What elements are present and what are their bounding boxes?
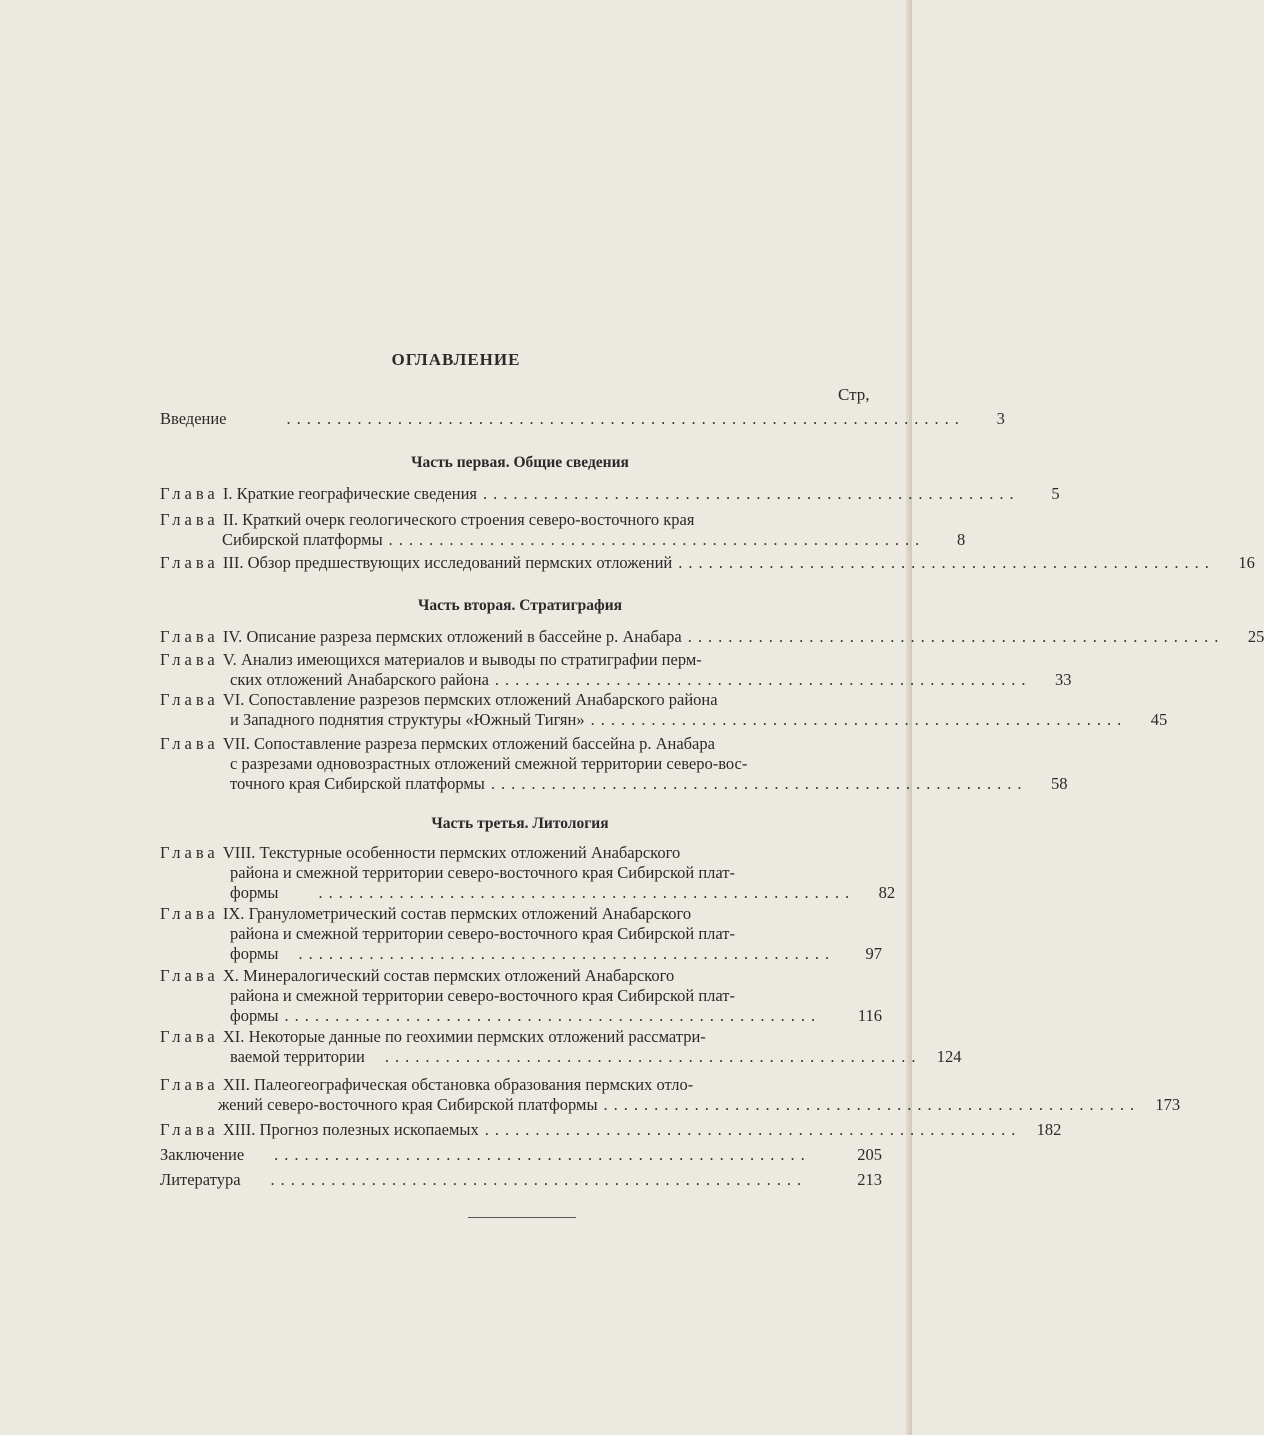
toc-entry-chapter[interactable] bbox=[160, 1075, 1181, 1115]
chapter-prefix: Глава bbox=[160, 843, 219, 862]
leader-dots: ................................................................... bbox=[286, 409, 965, 428]
chapter-title: Палеогеографическая обстановка образования пермских отло- bbox=[254, 1075, 694, 1094]
page-column-header: Стр, bbox=[838, 385, 870, 404]
closing-rule bbox=[468, 1217, 576, 1218]
toc-entry-intro[interactable] bbox=[160, 409, 1005, 429]
toc-page: 58 bbox=[1051, 774, 1068, 793]
chapter-title-cont: ских отложений Анабарского района bbox=[230, 670, 489, 689]
leader-dots: ..................................................... bbox=[590, 710, 1128, 729]
toc-entry-chapter[interactable] bbox=[160, 627, 1264, 647]
leader-dots: ..................................................... bbox=[298, 944, 836, 963]
toc-entry-chapter[interactable] bbox=[160, 1027, 962, 1067]
chapter-number: VII. bbox=[222, 734, 250, 753]
leader-dots: ..................................................... bbox=[384, 1047, 922, 1066]
chapter-prefix: Глава bbox=[160, 690, 219, 709]
chapter-title: Сопоставление разрезов пермских отложений Анабарского района bbox=[248, 690, 718, 709]
toc-page: 205 bbox=[857, 1145, 882, 1164]
toc-page: 173 bbox=[1155, 1095, 1181, 1114]
toc-label: Литература bbox=[160, 1170, 241, 1189]
toc-page: 45 bbox=[1150, 710, 1168, 729]
leader-dots: ..................................................... bbox=[483, 484, 1020, 503]
chapter-prefix: Глава bbox=[160, 1027, 219, 1046]
chapter-title-cont: с разрезами одновозрастных отложений смежной территории северо-вос- bbox=[230, 754, 748, 773]
chapter-prefix: Глава bbox=[160, 553, 219, 572]
chapter-title-cont: ваемой территории bbox=[230, 1047, 365, 1066]
chapter-title-cont: формы bbox=[230, 1006, 279, 1025]
chapter-number: II. bbox=[222, 510, 239, 529]
toc-page: 82 bbox=[878, 883, 896, 902]
chapter-number: VI. bbox=[222, 690, 245, 709]
page-title: ОГЛАВЛЕНИЕ bbox=[391, 350, 521, 369]
chapter-title: Минералогический состав пермских отложений Анабарского bbox=[243, 966, 675, 985]
chapter-title-cont: района и смежной территории северо-восточного края Сибирской плат- bbox=[230, 986, 735, 1005]
toc-label: Заключение bbox=[160, 1145, 245, 1164]
leader-dots: ..................................................... bbox=[318, 883, 856, 902]
toc-page: 25 bbox=[1247, 627, 1264, 646]
leader-dots: ..................................................... bbox=[490, 774, 1028, 793]
chapter-number: IV. bbox=[222, 627, 243, 646]
leader-dots: ..................................................... bbox=[687, 627, 1225, 646]
chapter-prefix: Глава bbox=[160, 904, 219, 923]
chapter-title: Прогноз полезных ископаемых bbox=[259, 1120, 479, 1139]
toc-entry-chapter[interactable] bbox=[160, 843, 896, 903]
chapter-prefix: Глава bbox=[160, 510, 219, 529]
chapter-title-cont: точного края Сибирской платформы bbox=[230, 774, 485, 793]
toc-label: Введение bbox=[160, 409, 227, 428]
chapter-number: XII. bbox=[222, 1075, 250, 1094]
leader-dots: ..................................................... bbox=[270, 1170, 808, 1189]
toc-entry-chapter[interactable] bbox=[160, 904, 882, 964]
toc-entry-chapter[interactable] bbox=[160, 966, 882, 1026]
chapter-title: Некоторые данные по геохимии пермских отложений рассматри- bbox=[248, 1027, 706, 1046]
toc-page: 182 bbox=[1036, 1120, 1062, 1139]
chapter-title: Обзор предшествующих исследований пермских отложений bbox=[247, 553, 673, 572]
chapter-number: IX. bbox=[222, 904, 245, 923]
leader-dots: ..................................................... bbox=[494, 670, 1032, 689]
chapter-title-cont: жений северо-восточного края Сибирской платформы bbox=[218, 1095, 598, 1114]
chapter-prefix: Глава bbox=[160, 734, 219, 753]
leader-dots: ..................................................... bbox=[388, 530, 926, 549]
toc-entry-chapter[interactable] bbox=[160, 690, 1168, 730]
chapter-number: VIII. bbox=[222, 843, 256, 862]
toc-page: 3 bbox=[996, 409, 1005, 428]
part-heading: Часть третья. Литология bbox=[431, 815, 609, 832]
leader-dots: ..................................................... bbox=[603, 1095, 1141, 1114]
chapter-number: X. bbox=[222, 966, 239, 985]
part-heading: Часть вторая. Стратиграфия bbox=[417, 597, 623, 614]
chapter-prefix: Глава bbox=[160, 966, 219, 985]
leader-dots: ..................................................... bbox=[484, 1120, 1022, 1139]
chapter-title-cont: формы bbox=[230, 883, 279, 902]
chapter-title: Текстурные особенности пермских отложений Анабарского bbox=[259, 843, 681, 862]
leader-dots: ..................................................... bbox=[284, 1006, 822, 1025]
toc-page: 16 bbox=[1238, 553, 1255, 572]
toc-page: 116 bbox=[857, 1006, 882, 1025]
chapter-prefix: Глава bbox=[160, 650, 219, 669]
chapter-number: III. bbox=[222, 553, 244, 572]
toc-entry-chapter[interactable] bbox=[160, 734, 1068, 794]
toc-page: 8 bbox=[957, 530, 966, 549]
toc-entry-chapter[interactable] bbox=[160, 510, 966, 550]
chapter-title-cont: Сибирской платформы bbox=[222, 530, 383, 549]
chapter-title-cont: района и смежной территории северо-восточного края Сибирской плат- bbox=[230, 863, 735, 882]
toc-page: 124 bbox=[936, 1047, 962, 1066]
toc-page: 213 bbox=[857, 1170, 882, 1189]
toc-entry-chapter[interactable] bbox=[160, 650, 1072, 690]
chapter-title-cont: и Западного поднятия структуры «Южный Тигян» bbox=[230, 710, 585, 729]
chapter-number: XI. bbox=[222, 1027, 245, 1046]
toc-entry-literature[interactable] bbox=[160, 1170, 882, 1190]
toc-entry-chapter[interactable] bbox=[160, 553, 1255, 573]
chapter-prefix: Глава bbox=[160, 1075, 219, 1094]
chapter-prefix: Глава bbox=[160, 627, 219, 646]
chapter-title-cont: района и смежной территории северо-восточного края Сибирской плат- bbox=[230, 924, 735, 943]
chapter-number: V. bbox=[222, 650, 237, 669]
chapter-title: Гранулометрический состав пермских отложений Анабарского bbox=[248, 904, 692, 923]
toc-page: 33 bbox=[1055, 670, 1072, 689]
chapter-title: Краткий очерк геологического строения северо-восточного края bbox=[242, 510, 695, 529]
part-heading: Часть первая. Общие сведения bbox=[411, 454, 629, 471]
chapter-number: XIII. bbox=[222, 1120, 256, 1139]
toc-entry-chapter[interactable] bbox=[160, 1120, 1062, 1140]
toc-entry-conclusion[interactable] bbox=[160, 1145, 882, 1165]
toc-page: 97 bbox=[865, 944, 882, 963]
chapter-prefix: Глава bbox=[160, 1120, 219, 1139]
leader-dots: ..................................................... bbox=[274, 1145, 811, 1164]
chapter-prefix: Глава bbox=[160, 484, 219, 503]
chapter-title-cont: формы bbox=[230, 944, 279, 963]
toc-entry-chapter[interactable] bbox=[160, 484, 1060, 504]
chapter-number: I. bbox=[222, 484, 233, 503]
chapter-title: Описание разреза пермских отложений в бассейне р. Анабара bbox=[246, 627, 682, 646]
chapter-title: Анализ имеющихся материалов и выводы по стратиграфии перм- bbox=[240, 650, 702, 669]
leader-dots: ..................................................... bbox=[678, 553, 1215, 572]
chapter-title: Сопоставление разреза пермских отложений бассейна р. Анабара bbox=[254, 734, 715, 753]
toc-page: 5 bbox=[1051, 484, 1060, 503]
chapter-title: Краткие географические сведения bbox=[236, 484, 478, 503]
